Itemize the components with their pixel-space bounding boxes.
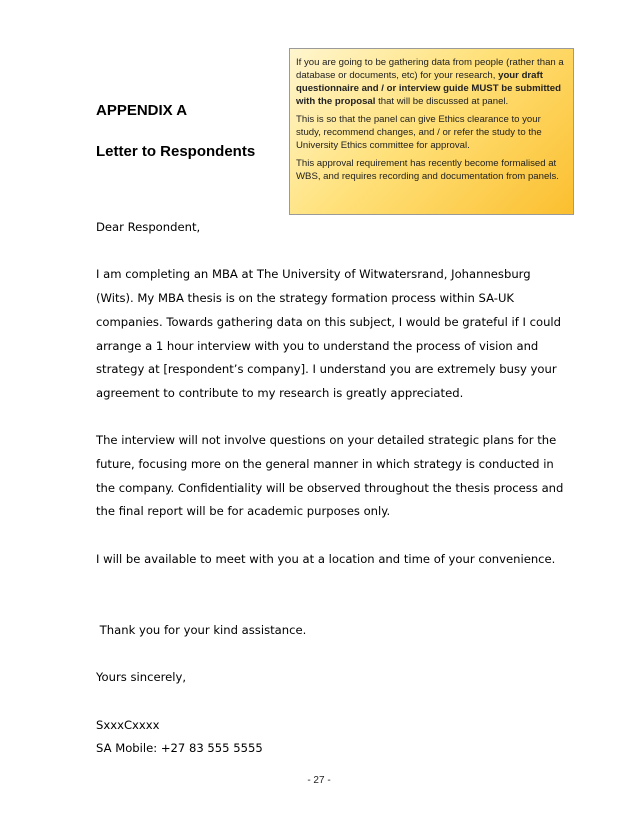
signatory-name: SxxxCxxxx [96,717,160,732]
letter-paragraph-2: The interview will not involve questions on your detailed strategic plans for the future, focusing more on the general manner in which strategy is conducted in the company. Confidentiality will be observed throughout the thesis process and the final report will be for academic purposes only. [96,433,564,519]
note-emphasis: your draft questionnaire and / or interview guide MUST be submitted with the proposal [296,70,561,107]
thanks-line: Thank you for your kind assistance. [96,622,307,637]
note-text: If you are going to be gathering data from people (rather than a database or documents, etc) for your research, [296,57,564,81]
note-paragraph-2: This is so that the panel can give Ethics clearance to your study, recommend changes, and / or refer the study to the University Ethics committee for approval. [296,114,542,151]
ethics-note-callout [289,48,574,215]
closing: Yours sincerely, [96,670,187,685]
letter-paragraph-3: I will be available to meet with you at a location and time of your convenience. [96,551,556,566]
salutation: Dear Respondent, [96,220,201,234]
appendix-heading: APPENDIX A [96,102,188,119]
mobile-number: SA Mobile: +27 83 555 5555 [96,741,263,756]
letter-body [96,216,566,761]
note-paragraph-1 [296,56,567,108]
letter-title: Letter to Respondents [96,143,256,160]
note-paragraph-3: This approval requirement has recently become formalised at WBS, and requires recording and documentation from panels. [296,158,559,182]
note-text: that will be discussed at panel. [375,96,509,107]
letter-paragraph-1: I am completing an MBA at The University of Witwatersrand, Johannesburg (Wits). My MBA thesis is on the strategy formation process within SA-UK companies. Towards gathering data on this subject, I would be grateful if I could arrange a 1 hour interview with you to understand the process of vision and strategy at [respondent’s company]. I understand you are extremely busy your agreement to contribute to my research is greatly appreciated. [96,267,562,400]
page-number: - 27 - [307,775,331,786]
